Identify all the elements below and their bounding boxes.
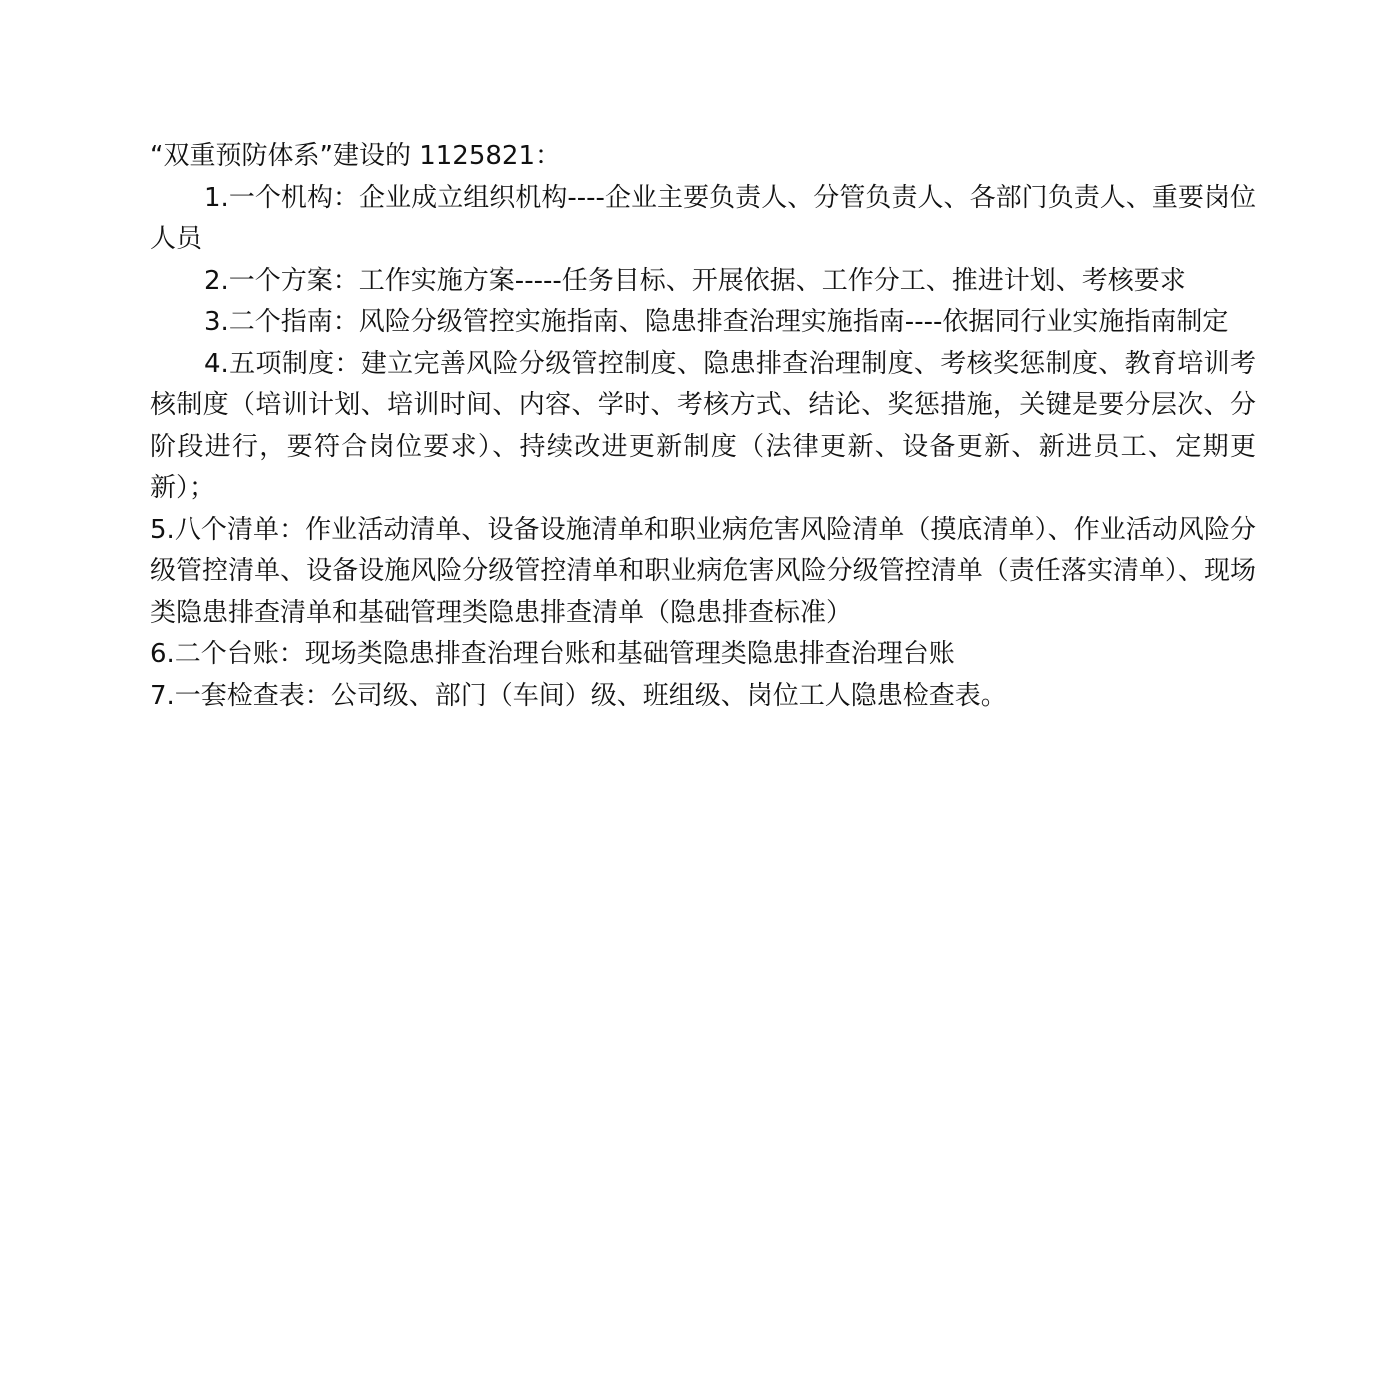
item-plan: 2.一个方案：工作实施方案-----任务目标、开展依据、工作分工、推进计划、考核要求 — [204, 265, 1186, 296]
item-guidelines: 3.二个指南：风险分级管控实施指南、隐患排查治理实施指南----依据同行业实施指南制定 — [204, 307, 1229, 337]
document-body — [150, 136, 1256, 717]
item-organization: 1.一个机构：企业成立组织机构----企业主要负责人、分管负责人、各部门负责人、重要岗位人员 — [150, 182, 1256, 254]
item-ledgers: 6.二个台账：现场类隐患排查治理台账和基础管理类隐患排查治理台账 — [150, 639, 955, 669]
item-inspection-forms: 7.一套检查表：公司级、部门（车间）级、班组级、岗位工人隐患检查表。 — [150, 680, 1007, 711]
document-title: “双重预防体系”建设的 1125821： — [150, 141, 561, 171]
item-checklists: 5.八个清单：作业活动清单、设备设施清单和职业病危害风险清单（摸底清单）、作业活动风险分级管控清单、设备设施风险分级管控清单和职业病危害风险分级管控清单（责任落实清单）、现场类隐患排查清单和基础管理类隐患排查清单（隐患排查标准） — [150, 514, 1256, 628]
item-systems: 4.五项制度：建立完善风险分级管控制度、隐患排查治理制度、考核奖惩制度、教育培训考核制度（培训计划、培训时间、内容、学时、考核方式、结论、奖惩措施，关键是要分层次、分阶段进行，要符合岗位要求）、持续改进更新制度（法律更新、设备更新、新进员工、定期更新）； — [150, 348, 1256, 503]
